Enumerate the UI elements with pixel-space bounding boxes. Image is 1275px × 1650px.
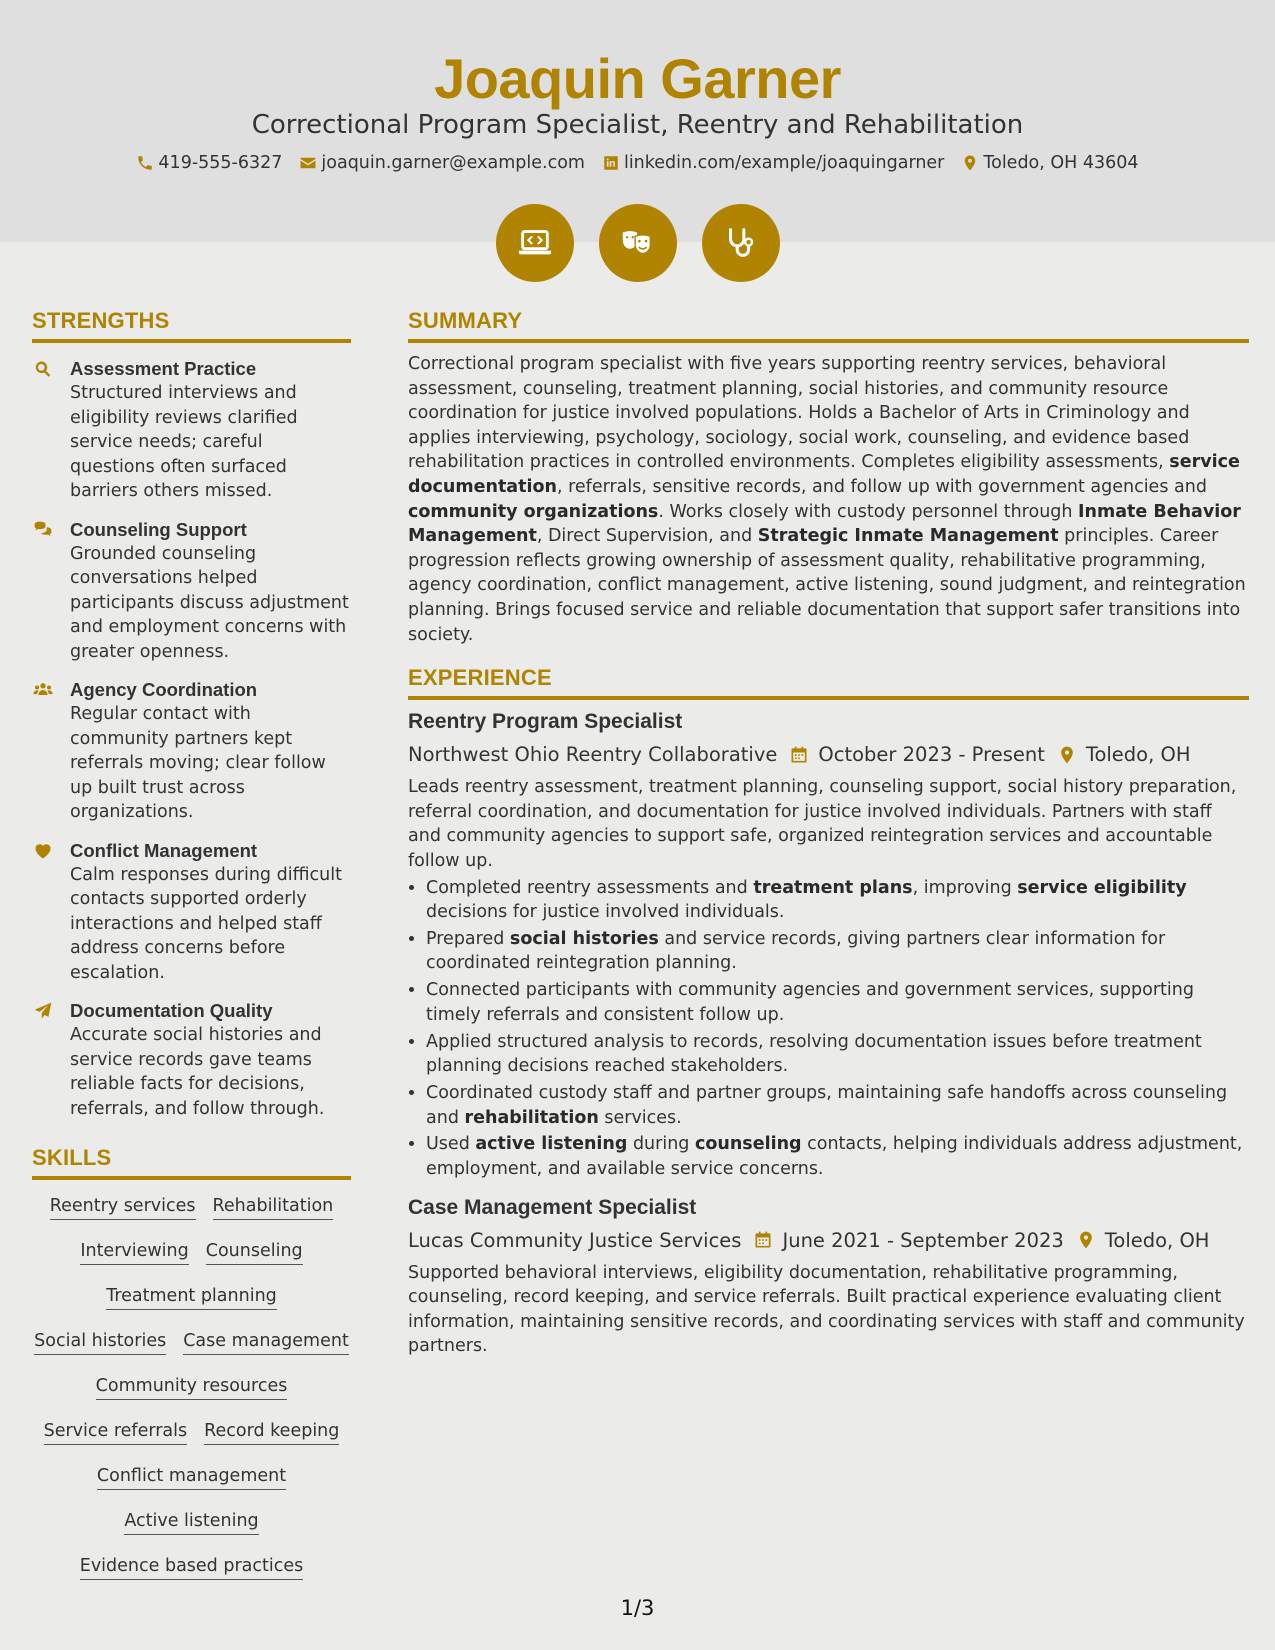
job-meta [408,743,1249,766]
badge-row [0,204,1275,282]
job-meta [408,1229,1249,1252]
search-icon [32,359,54,379]
job-title: Case Management Specialist [408,1195,697,1219]
right-column [408,308,1249,1359]
map-marker-icon [1076,1230,1096,1250]
page-number: 1/3 [620,1596,655,1620]
strength-item [32,518,351,665]
job-bullet: • Prepared social histories and service records, giving partners clear information for coordinated reintegration planning. [426,927,1249,976]
emphasis: Strategic Inmate Management [757,526,1059,547]
skills-heading: SKILLS [32,1145,351,1180]
job-location: Toledo, OH [1104,1228,1210,1252]
strength-title: Counseling Support [70,518,247,540]
linkedin-icon [602,154,620,172]
emphasis: service documentation [408,452,1240,497]
skill-tag: Active listening [124,1511,258,1535]
skill-tag: Record keeping [204,1421,339,1445]
job-entry [408,1196,1249,1359]
phone-icon [136,154,154,172]
paper-plane-icon [32,1001,54,1021]
contact-phone[interactable] [136,153,282,173]
strength-text: Structured interviews and eligibility reviews clarified service needs; careful questions often surfaced barriers others missed. [70,383,298,501]
users-icon [32,680,54,700]
emphasis: community organizations [408,501,659,522]
calendar-icon [789,745,809,765]
strength-text: Grounded counseling conversations helped participants discuss adjustment and employment concerns with greater openness. [70,543,349,662]
summary-heading: SUMMARY [408,308,1249,343]
contact-linkedin[interactable] [602,153,944,173]
skill-tag: Reentry services [50,1196,196,1220]
laptop-code-badge [496,204,574,282]
laptop-code-icon [516,224,554,262]
skill-tag: Case management [183,1331,349,1355]
job-description: Supported behavioral interviews, eligibility documentation, rehabilitative programming, counseling, record keeping, and service referrals. Built practical experience evaluating client information, maintaining sensitive records, and coordinating services with staff and community partners. [408,1262,1245,1357]
emphasis: counseling [694,1134,802,1155]
job-title: Reentry Program Specialist [408,710,683,734]
job-bullet: • Used active listening during counseling contacts, helping individuals address adjustment, employment, and available service concerns. [426,1132,1249,1181]
job-bullet: • Applied structured analysis to records, resolving documentation issues before treatment planning decisions reached stakeholders. [426,1030,1249,1079]
strength-item [32,678,351,825]
job-description: Leads reentry assessment, treatment planning, counseling support, social history preparation, referral coordination, and documentation for justice involved individuals. Partners with staff and community agencies to support safe, organized reintegration services and accountable follow up. [408,777,1237,871]
strength-title: Documentation Quality [70,1000,273,1021]
job-bullet: • Coordinated custody staff and partner groups, maintaining safe handoffs across counseling and rehabilitation services. [426,1081,1249,1130]
skills-list [32,1192,351,1597]
strength-title: Assessment Practice [70,358,257,379]
experience-heading: EXPERIENCE [408,665,1249,700]
strength-title: Conflict Management [70,839,258,861]
job-company: Northwest Ohio Reentry Collaborative [408,743,778,767]
skill-tag: Community resources [96,1376,288,1400]
candidate-name: Joaquin Garner [434,47,841,110]
job-company: Lucas Community Justice Services [408,1228,742,1252]
job-bullet: • Connected participants with community agencies and government services, supporting timely referrals and consistent follow up. [426,978,1249,1027]
job-bullets [408,876,1249,1182]
calendar-icon [753,1230,773,1250]
stethoscope-icon [722,224,760,262]
skill-tag: Conflict management [97,1466,286,1490]
skill-tag: Rehabilitation [213,1196,334,1220]
map-marker-icon [961,154,979,172]
phone-text: 419-555-6327 [158,153,283,173]
emphasis: Inmate Behavior Management [408,501,1241,547]
emphasis: treatment plans [753,877,913,898]
strength-item [32,357,351,504]
skill-tag: Social histories [34,1331,166,1355]
skill-tag: Counseling [206,1241,303,1265]
strengths-heading: STRENGTHS [32,308,351,343]
emphasis: service eligibility [1017,877,1187,898]
candidate-role: Correctional Program Specialist, Reentry and Rehabilitation [251,110,1024,140]
contact-bar [0,153,1275,173]
job-bullet: • Completed reentry assessments and treatment plans, improving service eligibility decisions for justice involved individuals. [426,876,1249,925]
strength-title: Agency Coordination [70,679,258,700]
heart-icon [32,841,54,861]
contact-location [961,153,1138,173]
strength-text: Accurate social histories and service records gave teams reliable facts for decisions, referrals, and follow through. [70,1025,325,1119]
skill-tag: Evidence based practices [80,1556,303,1580]
skill-tag: Service referrals [44,1421,188,1445]
location-text: Toledo, OH 43604 [983,153,1139,173]
skill-tag: Treatment planning [106,1286,277,1310]
theater-masks-badge [599,204,677,282]
summary-text: Correctional program specialist with five years supporting reentry services, behavioral assessment, counseling, treatment planning, social histories, and community resource coordination for justice involved populations. Holds a Bachelor of Arts in Criminology and applies interviewing, psychology, sociology, social work, counseling, and evidence based rehabilitation practices in controlled environments. Completes eligibility assessments, service documentation, referrals, sensitive records, and follow up with government agencies and community organizations. Works closely with custody personnel through Inmate Behavior Management, Direct Supervision, and Strategic Inmate Management principles. Career progression reflects growing ownership of assessment quality, rehabilitative programming, agency coordination, conflict management, active listening, sound judgment, and reintegration planning. Brings focused service and reliable documentation that support safer transitions into society. [408,354,1246,645]
skill-tag: Interviewing [80,1241,188,1265]
emphasis: active listening [475,1134,628,1155]
contact-email[interactable] [299,153,585,173]
stethoscope-badge [702,204,780,282]
linkedin-text: linkedin.com/example/joaquingarner [623,153,945,173]
envelope-icon [299,154,317,172]
job-entry [408,710,1249,1181]
strength-text: Regular contact with community partners kept referrals moving; clear follow up built trust across organizations. [70,704,326,822]
comments-icon [32,520,54,540]
emphasis: rehabilitation [464,1107,599,1128]
strength-item [32,999,351,1121]
strength-item [32,839,351,986]
left-column [32,308,351,1597]
emphasis: social histories [509,928,659,949]
theater-masks-icon [619,224,657,262]
job-dates: October 2023 - Present [818,743,1045,767]
job-dates: June 2021 - September 2023 [782,1228,1064,1252]
job-location: Toledo, OH [1085,743,1191,767]
map-marker-icon [1057,745,1077,765]
email-text: joaquin.garner@example.com [321,153,585,173]
strength-text: Calm responses during difficult contacts supported orderly interactions and helped staff address concerns before escalation. [70,864,342,983]
